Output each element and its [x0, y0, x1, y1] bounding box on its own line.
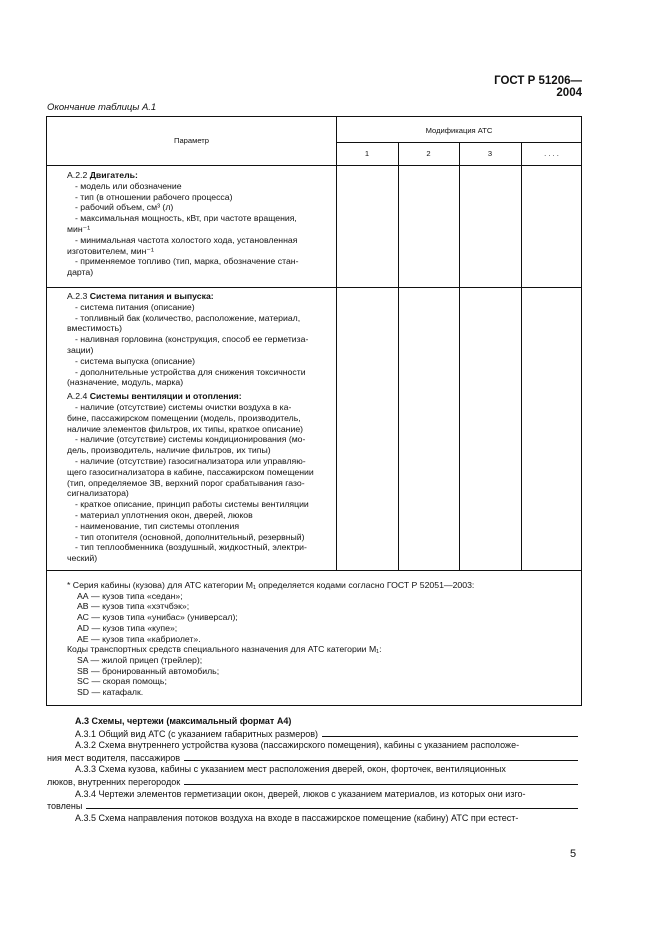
a3-item-text: ния мест водителя, пассажиров [47, 752, 181, 763]
param-line-text: наличие элементов фильтров, их типы, краткое описание) [67, 423, 304, 434]
footnote-line: AD — кузов типа «купе»; [77, 622, 178, 633]
param-line-text: - наименование, тип системы отопления [75, 520, 240, 531]
param-line-text: ческий) [67, 553, 98, 564]
section-title: Системы вентиляции и отопления: [89, 391, 242, 402]
col-divider [521, 142, 522, 570]
a3-item-text: люков, внутренних перегородок [47, 776, 181, 787]
param-line [67, 413, 335, 424]
param-line [67, 224, 335, 235]
param-line-text: (тип, определяемое ЗВ, верхний порог срабатывания газо- [67, 477, 305, 488]
param-line-text: - тип теплообменника (воздушный, жидкостный, электри- [75, 542, 307, 553]
footnote-line: SA — жилой прицеп (трейлер); [77, 654, 203, 665]
page-number: 5 [570, 848, 577, 860]
a3-item-text: товлены [47, 801, 83, 812]
a3-item-line [47, 800, 582, 813]
a3-item-line [47, 728, 582, 741]
param-line [67, 521, 335, 532]
fill-line [322, 728, 578, 737]
param-line-text: - наливная горловина (конструкция, способ ее герметиза- [75, 334, 309, 345]
param-line-text: - топливный бак (количество, расположение, материал, [75, 312, 301, 323]
param-line-text: - материал уплотнения окон, дверей, люков [75, 509, 253, 520]
param-line-text: А.2.4 [67, 391, 90, 402]
a3-item-text: А.3.3 Схема кузова, кабины с указанием мест расположения дверей, окон, форточек, вентиляционных [75, 764, 506, 775]
footnote-line: АВ — кузов типа «хэтчбэк»; [77, 601, 190, 612]
row-divider [47, 165, 582, 166]
a3-title: А.3 Схемы, чертежи (максимальный формат А4) [75, 716, 292, 726]
param-header: Параметр [173, 136, 210, 145]
mod-header: Модификация АТС [425, 126, 493, 135]
param-line [67, 478, 335, 489]
parameters-table [46, 116, 582, 706]
footnote-line: Коды транспортных средств специального назначения для АТС категории М₁: [67, 644, 382, 655]
param-line [67, 267, 335, 278]
param-line-text: - наличие (отсутствие) системы очистки воздуха в ка- [75, 401, 292, 412]
param-line-text: зации) [67, 344, 94, 355]
param-line-text: изготовителем, мин⁻¹ [67, 245, 154, 256]
param-line [67, 424, 335, 435]
a3-item-text: А.3.2 Схема внутреннего устройства кузова (пассажирского помещения), кабины с указанием расположе- [75, 740, 520, 751]
param-line-text: вместимость) [67, 323, 123, 334]
row-divider [336, 142, 582, 143]
col-divider [459, 142, 460, 570]
param-line [67, 510, 335, 521]
a3-item-text: А.3.4 Чертежи элементов герметизации окон, дверей, люков с указанием материалов, из которых они изго- [75, 788, 526, 799]
param-line [67, 356, 335, 367]
footnote-line: SD — катафалк. [77, 687, 144, 698]
param-line-text: - система выпуска (описание) [75, 355, 196, 366]
param-line [67, 499, 335, 510]
param-line-text: дарта) [67, 267, 94, 278]
param-line [67, 542, 335, 553]
param-line [67, 334, 335, 345]
param-line-text: - рабочий объем, см³ (л) [75, 202, 174, 213]
param-line [67, 313, 335, 324]
mod-col-more: . . . . [544, 149, 559, 158]
col-divider [336, 117, 337, 570]
param-line-text: А.2.3 [67, 291, 90, 301]
param-line-text: - минимальная частота холостого хода, установленная [75, 234, 298, 245]
param-line [67, 302, 335, 313]
param-line-text: - максимальная мощность, кВт, при частоте вращения, [75, 213, 297, 224]
param-line [67, 345, 335, 356]
section-title: Система питания и выпуска: [89, 291, 214, 301]
param-line-text: бине, пассажирском помещении (модель, производитель, [67, 412, 301, 423]
a3-item-line [47, 764, 582, 776]
param-line [67, 192, 335, 203]
engine-section [67, 170, 335, 278]
param-line-text: мин⁻¹ [67, 223, 91, 234]
footnote-line: SC — скорая помощь; [77, 676, 167, 687]
mod-col-3: 3 [487, 149, 493, 158]
row-divider [47, 287, 582, 288]
param-line-text: щего газосигнализатора в кабине, пассажирском помещении [67, 466, 314, 477]
param-line-text: - наличие (отсутствие) газосигнализатора или управляю- [75, 455, 306, 466]
param-line [67, 246, 335, 257]
param-line [67, 181, 335, 192]
param-line [67, 377, 335, 388]
mod-col-1: 1 [364, 149, 370, 158]
param-line [67, 532, 335, 543]
param-line-text: - тип отопителя (основной, дополнительный, резервный) [75, 531, 305, 542]
a3-item-line [47, 740, 582, 752]
col-divider [398, 142, 399, 570]
fill-line [184, 752, 578, 761]
param-line [67, 445, 335, 456]
param-line-text: дель, производитель, наличие фильтров, их типы) [67, 445, 271, 456]
param-line [67, 291, 335, 302]
a3-item-line [47, 789, 582, 801]
standard-header: ГОСТ Р 51206—2004 [494, 75, 582, 99]
section-title: Двигатель: [89, 170, 138, 180]
param-line [67, 367, 335, 378]
a3-item-line [47, 776, 582, 789]
a3-item-text: А.3.5 Схема направления потоков воздуха на входе в пассажирское помещение (кабину) АТС при естест- [75, 812, 519, 823]
param-line [67, 235, 335, 246]
a3-item-line [47, 752, 582, 765]
a3-item-line [47, 813, 582, 825]
param-line [67, 323, 335, 334]
param-line [67, 434, 335, 445]
param-line [67, 213, 335, 224]
footnote-line: АС — кузов типа «унибас» (универсал); [77, 612, 238, 623]
footnote-line: SB — бронированный автомобиль; [77, 665, 220, 676]
mod-col-2: 2 [426, 149, 431, 158]
param-line [67, 170, 335, 181]
section-a3 [47, 716, 582, 824]
param-line [67, 256, 335, 267]
param-line-text: - применяемое топливо (тип, марка, обозначение стан- [75, 256, 299, 267]
param-line-text: - наличие (отсутствие) системы кондиционирования (мо- [75, 434, 306, 445]
fuel-ventilation-section [67, 291, 335, 564]
param-line-text: - дополнительные устройства для снижения токсичности [75, 366, 306, 377]
param-line-text: - модель или обозначение [75, 180, 182, 191]
param-line [67, 488, 335, 499]
param-line [67, 402, 335, 413]
table-footnote [67, 580, 567, 698]
fill-line [184, 776, 578, 785]
footnote-line: АЕ — кузов типа «кабриолет». [77, 633, 201, 644]
a3-item-text: А.3.1 Общий вид АТС (с указанием габаритных размеров) [75, 728, 319, 739]
row-divider [47, 570, 582, 571]
param-line-text: - тип (в отношении рабочего процесса) [75, 191, 233, 202]
param-line [67, 456, 335, 467]
param-line [67, 202, 335, 213]
param-line [67, 553, 335, 564]
param-line [67, 391, 335, 402]
param-line [67, 467, 335, 478]
param-line-text: сигнализатора) [67, 488, 129, 499]
param-line-text: - краткое описание, принцип работы системы вентиляции [75, 499, 309, 510]
param-line-text: (назначение, модуль, марка) [67, 377, 184, 388]
footnote-line: АА — кузов типа «седан»; [77, 590, 183, 601]
param-line-text: А.2.2 [67, 170, 90, 180]
table-caption: Окончание таблицы А.1 [47, 102, 157, 113]
fill-line [86, 800, 578, 809]
param-line-text: - система питания (описание) [75, 301, 195, 312]
footnote-line: * Серия кабины (кузова) для АТС категории М₁ определяется кодами согласно ГОСТ Р 52051—2003: [67, 580, 475, 590]
